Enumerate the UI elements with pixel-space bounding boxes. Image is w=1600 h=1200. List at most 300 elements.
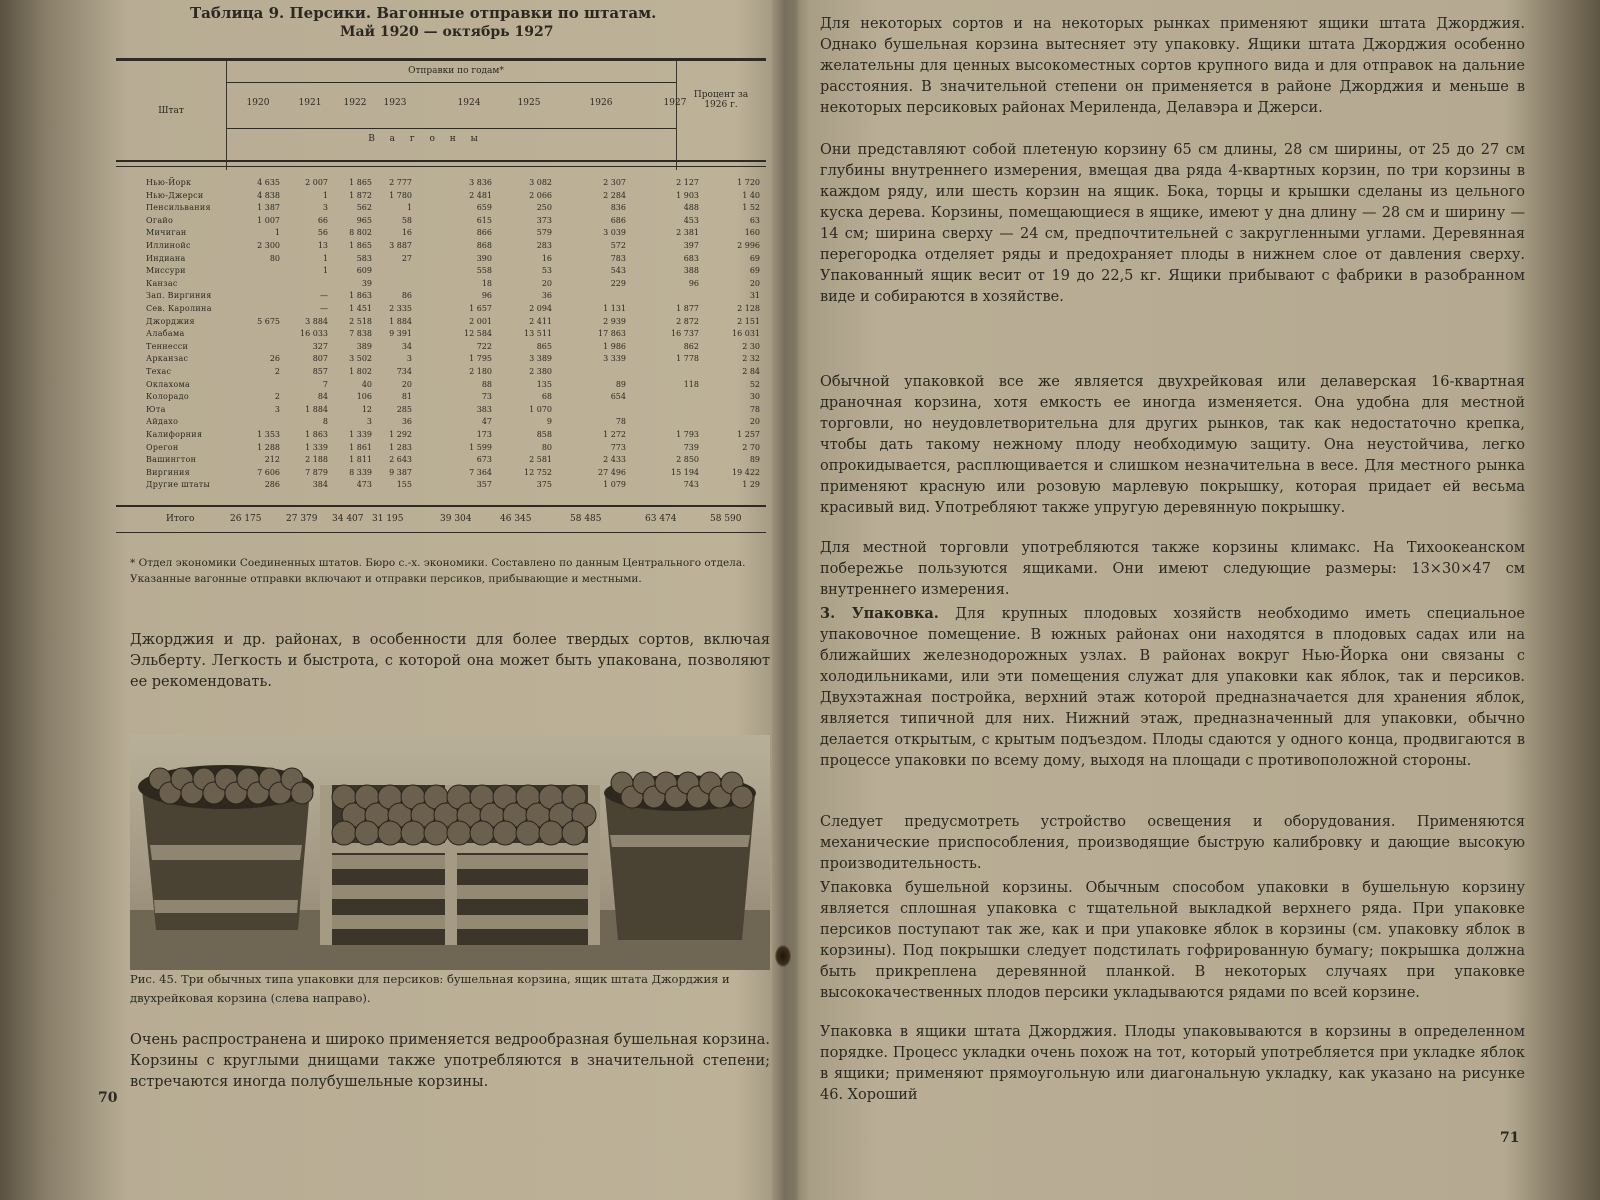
table-cell: 1 903 (676, 190, 699, 200)
table-cell: 80 (269, 253, 280, 263)
table-cell: 3 887 (389, 241, 412, 250)
section-text: Для крупных плодовых хозяйств необходимо иметь специальное упаковочное помещение. В южных районах они находятся в плодовых садах или на ближайших железнодорожных узлах. В районах вокруг Нью-Йорка они связаны с холодильниками, или эти помещения служат для упаковки как яблок, так и персиков. Двухэтажная постройка, верхний этаж которой предназначается для хранения яблок, является типичной для них. Нижний этаж, предназначенный для упаковки, обычно делается открытым, с крытым подъездом. Плоды сдаются у одного конца, продвигаются в процессе упаковки по всему дому, выходя на площади с противоположной стороны. (820, 606, 1525, 769)
table-cell: 26 (269, 354, 280, 364)
table-cell: 3 (366, 417, 372, 427)
table-period: Май 1920 — октябрь 1927 (340, 24, 554, 40)
table-cell: 12 584 (464, 329, 492, 339)
table-cell: 1 272 (603, 430, 626, 439)
table-cell: 327 (312, 341, 328, 351)
totals-cell: 58 485 (570, 514, 602, 524)
table-cell: 36 (541, 291, 552, 301)
table-cell: 12 (361, 404, 372, 414)
row-state: Нью-Джерси (146, 190, 204, 200)
table-cell: 862 (683, 341, 699, 351)
totals-cell: 34 407 (332, 514, 364, 524)
table-title: Таблица 9. Персики. Вагонные отправки по штатам. (190, 4, 657, 22)
peach (424, 821, 448, 845)
totals-cell: 27 379 (286, 514, 318, 524)
table-cell: 135 (536, 379, 552, 389)
table-cell: 397 (683, 241, 699, 250)
row-state: Оклахома (146, 379, 191, 389)
table-cell: 562 (356, 203, 372, 213)
table-cell: 12 752 (524, 467, 552, 477)
table-cell: 2 001 (469, 316, 492, 326)
table-cell: 473 (356, 480, 372, 490)
row-state: Зап. Виргиния (146, 291, 212, 301)
totals-label: Итого (166, 514, 195, 524)
table-cell: 2 481 (469, 190, 492, 200)
header-year: 1924 (457, 98, 481, 108)
table-cell: 2 007 (305, 178, 328, 187)
table-cell: 106 (356, 392, 372, 402)
table-cell: 1 (322, 190, 328, 200)
peach (355, 821, 379, 845)
table-cell: 160 (744, 228, 760, 238)
table-row (116, 468, 766, 478)
table-cell: 78 (615, 417, 626, 427)
burn-mark (775, 945, 791, 967)
table-cell: 17 863 (598, 329, 626, 339)
table-cell: 285 (396, 404, 412, 414)
table-cell: 13 (317, 241, 328, 250)
table-cell: 2 335 (389, 304, 412, 313)
table-cell: 96 (688, 278, 699, 288)
table-cell: 3 884 (305, 316, 328, 326)
table-cell: 69 (749, 266, 760, 276)
table-cell: 2 (274, 392, 280, 402)
table-cell: 16 031 (732, 329, 760, 339)
table-row (116, 443, 766, 453)
table-row (116, 254, 766, 264)
table-cell: 2 380 (529, 367, 552, 376)
table-cell: 488 (683, 203, 699, 213)
table-cell: 1 131 (603, 304, 626, 313)
table-cell: 3 502 (349, 354, 372, 364)
table-cell: 1 599 (469, 442, 492, 452)
table-cell: 1 52 (742, 203, 760, 213)
table-cell: 89 (749, 455, 760, 465)
table-cell: 2 70 (742, 442, 760, 452)
table-cell: 389 (356, 341, 372, 351)
table-cell: 47 (481, 417, 492, 427)
table-cell: 3 339 (603, 354, 626, 364)
table-cell: 1 (322, 266, 328, 276)
table-body (116, 170, 766, 500)
table-cell: 80 (541, 442, 552, 452)
right-paragraph-1: Для некоторых сортов и на некоторых рынках применяют ящики штата Джорджия. Однако бушельная корзина вытесняет эту упаковку. Ящики штата Джорджия особенно желательны для ценных высокоместных сортов крупного вида и для отправок на дальние расстояния. В значительной степени он применяется в районе Джорджия и меньше в некоторых персиковых районах Мериленда, Делавэра и Джерси. (820, 16, 1525, 116)
table-cell: 1 863 (349, 291, 372, 301)
table-cell: 69 (749, 253, 760, 263)
table-cell: 68 (541, 392, 552, 402)
table-cell: 453 (683, 215, 699, 225)
header-percent: Процент за 1926 г. (693, 90, 749, 110)
table-cell: 2 307 (603, 178, 626, 187)
table-cell: 81 (401, 392, 412, 402)
table-cell: 34 (401, 341, 412, 351)
table-cell: 8 802 (349, 228, 372, 238)
table-cell: 807 (312, 354, 328, 364)
totals-cell: 39 304 (440, 514, 472, 524)
row-state: Алабама (146, 329, 185, 339)
right-paragraph-5 (820, 603, 1525, 772)
table-cell: 1 451 (349, 304, 372, 313)
right-page (800, 0, 1535, 1200)
table-cell: 1 288 (257, 442, 280, 452)
table-cell: 673 (476, 455, 492, 465)
table-cell: 3 389 (529, 354, 552, 364)
row-state: Канзас (146, 278, 178, 288)
table-cell: 1 793 (676, 430, 699, 439)
header-shipments: Отправки по годам* (408, 66, 504, 76)
peach (516, 821, 540, 845)
table-row (116, 342, 766, 352)
table-cell: 16 (541, 253, 552, 263)
table-cell: 1 29 (742, 480, 760, 490)
table-cell: 615 (476, 215, 492, 225)
row-state: Колорадо (146, 392, 189, 402)
table-row (116, 354, 766, 364)
table-cell: 2 151 (737, 316, 760, 326)
table-row (116, 178, 766, 188)
table-cell: — (320, 304, 328, 313)
table-cell: 3 082 (529, 178, 552, 187)
table-cell: 286 (264, 480, 280, 490)
totals-cell: 31 195 (372, 514, 404, 524)
header-year: 1925 (517, 98, 541, 108)
table-cell: 375 (536, 480, 552, 490)
peach (332, 821, 356, 845)
table-cell: 865 (536, 341, 552, 351)
table-row (116, 228, 766, 238)
table-header (116, 48, 766, 170)
peach (470, 821, 494, 845)
table-row (116, 191, 766, 201)
table-cell: 20 (541, 278, 552, 288)
totals-cell: 26 175 (230, 514, 262, 524)
table-cell: 373 (536, 215, 552, 225)
table-cell: 173 (476, 430, 492, 439)
table-cell: 388 (683, 266, 699, 276)
table-cell: 1 884 (389, 316, 412, 326)
row-state: Юта (146, 404, 166, 414)
table-cell: 1 339 (349, 430, 372, 439)
table-cell: 866 (476, 228, 492, 238)
table-cell: 1 339 (305, 442, 328, 452)
table-cell: 16 (401, 228, 412, 238)
row-state: Огайо (146, 215, 174, 225)
table-cell: 722 (476, 341, 492, 351)
table-cell: 7 606 (257, 467, 280, 477)
peach (291, 782, 313, 804)
table-cell: 63 (749, 215, 760, 225)
table-cell: 2 094 (529, 304, 552, 313)
totals-cell: 63 474 (645, 514, 677, 524)
table-row (116, 329, 766, 339)
table-cell: 88 (481, 379, 492, 389)
table-cell: 7 838 (349, 329, 372, 339)
table-cell: 1 795 (469, 354, 492, 364)
table-row (116, 266, 766, 276)
table-cell: 683 (683, 253, 699, 263)
header-year: 1923 (383, 98, 407, 108)
table-cell: 1 (322, 253, 328, 263)
table-cell: 965 (356, 215, 372, 225)
totals-cell: 58 590 (710, 514, 742, 524)
row-state: Калифорния (146, 430, 203, 439)
peach (562, 821, 586, 845)
table-cell: 27 496 (598, 467, 626, 477)
table-cell: 857 (312, 367, 328, 376)
table-cell: 2 (274, 367, 280, 376)
table-cell: 583 (356, 253, 372, 263)
table-cell: 1 811 (349, 455, 372, 465)
table-cell: 84 (317, 392, 328, 402)
table-cell: 9 (546, 417, 552, 427)
row-state: Иллинойс (146, 241, 191, 250)
table-cell: 1 877 (676, 304, 699, 313)
table-cell: 1 387 (257, 203, 280, 213)
section-heading: 3. Упаковка. (820, 605, 939, 622)
table-cell: 743 (683, 480, 699, 490)
row-state: Техас (146, 367, 172, 376)
header-year: 1922 (343, 98, 367, 108)
row-state: Джорджия (146, 316, 195, 326)
table-cell: 3 039 (603, 228, 626, 238)
row-state: Другие штаты (146, 480, 211, 490)
table-cell: 734 (396, 367, 412, 376)
table-cell: 8 339 (349, 467, 372, 477)
left-page-number: 70 (98, 1090, 118, 1106)
right-paragraph-8: Упаковка в ящики штата Джорджия. Плоды упаковываются в корзины в определенном порядке. Процесс укладки очень похож на тот, который употребляется при укладке яблок в ящики; применяют прямоугольную или диагональную укладку, как указано на рисунке 46. Хороший (820, 1024, 1525, 1103)
table-cell: 2 850 (676, 455, 699, 465)
table-cell: 390 (476, 253, 492, 263)
table-cell: 2 939 (603, 316, 626, 326)
header-wagons: В а г о н ы (368, 134, 484, 144)
header-year: 1926 (589, 98, 613, 108)
header-year: 1927 (663, 98, 687, 108)
table-cell: 739 (683, 442, 699, 452)
table-cell: 2 518 (349, 316, 372, 326)
table-cell: 229 (610, 278, 626, 288)
table-cell: 659 (476, 203, 492, 213)
table-cell: 58 (401, 215, 412, 225)
table-cell: 609 (356, 266, 372, 276)
table-cell: 2 127 (676, 178, 699, 187)
table-row (116, 317, 766, 327)
table-cell: 2 128 (737, 304, 760, 313)
table-cell: 2 581 (529, 455, 552, 465)
table-cell: 1 778 (676, 354, 699, 364)
table-cell: 2 188 (305, 455, 328, 465)
totals-cell: 46 345 (500, 514, 532, 524)
table-cell: 118 (683, 379, 699, 389)
table-cell: 40 (361, 379, 372, 389)
table-cell: 4 635 (257, 178, 280, 187)
table-row (116, 405, 766, 415)
table-cell: 1 802 (349, 367, 372, 376)
table-cell: 1 257 (737, 430, 760, 439)
table-cell: 56 (317, 228, 328, 238)
table-row (116, 380, 766, 390)
table-cell: 73 (481, 392, 492, 402)
table-cell: 18 (481, 278, 492, 288)
table-cell: 250 (536, 203, 552, 213)
table-row (116, 241, 766, 251)
row-state: Сев. Каролина (146, 304, 212, 313)
table-cell: 868 (476, 241, 492, 250)
table-cell: 8 (322, 417, 328, 427)
table-cell: 16 737 (671, 329, 699, 339)
table-cell: 78 (749, 404, 760, 414)
peach (401, 821, 425, 845)
table-cell: 686 (610, 215, 626, 225)
table-cell: 16 033 (300, 329, 328, 339)
table-cell: 1 780 (389, 190, 412, 200)
table-cell: 20 (749, 278, 760, 288)
table-cell: 773 (610, 442, 626, 452)
table-cell: 27 (401, 253, 412, 263)
table-cell: 2 84 (742, 367, 760, 376)
table-totals-row (116, 512, 766, 530)
right-paragraph-2: Они представляют собой плетеную корзину 65 см длины, 28 см ширины, от 25 до 27 см глубины внутреннего измерения, вмещая два ряда 4-квартных корзин, по три корзины в каждом ряду, или шесть корзин на ящик. Бока, торцы и крышки сделаны из цельного куска дерева. Корзины, помещающиеся в ящике, имеют у дна длину — 28 см и ширину — 14 см; ширина сверху — 24 см, предпочтительней с закругленными углами. Деревянная перегородка отделяет ряды и предохраняет плоды в нижнем слое от давления сверху. Упакованный ящик весит от 19 до 22,5 кг. Ящики прибывают с фабрики в разобранном виде и собираются в хозяйстве. (820, 142, 1525, 305)
table-cell: 53 (541, 266, 552, 276)
table-cell: 1 292 (389, 430, 412, 439)
table-cell: 543 (610, 266, 626, 276)
table-cell: 558 (476, 266, 492, 276)
table-cell: 858 (536, 430, 552, 439)
table-row (116, 480, 766, 490)
table-cell: 2 643 (389, 455, 412, 465)
table-cell: 66 (317, 215, 328, 225)
right-paragraph-6: Следует предусмотреть устройство освещения и оборудования. Применяются механические приспособления, производящие быструю калибровку и дающие высокую производительность. (820, 814, 1525, 872)
table-cell: 1 283 (389, 442, 412, 452)
table-cell: 86 (401, 291, 412, 301)
table-row (116, 203, 766, 213)
table-footnote: * Отдел экономики Соединенных штатов. Бюро с.-х. экономики. Составлено по данным Центрального отдела. Указанные вагонные отправки включают и отправки персиков, прибывающие и местными. (130, 557, 746, 585)
table-cell: 384 (312, 480, 328, 490)
peach (447, 821, 471, 845)
table-cell: 36 (401, 417, 412, 427)
table-cell: 1 353 (257, 430, 280, 439)
table-cell: 52 (749, 379, 760, 389)
table-row (116, 279, 766, 289)
table-cell: 2 32 (742, 354, 760, 364)
table-cell: 1 40 (742, 190, 760, 200)
table-cell: 1 986 (603, 341, 626, 351)
table-cell: 2 411 (529, 316, 552, 326)
table-cell: 2 30 (742, 341, 760, 351)
table-cell: 7 364 (469, 467, 492, 477)
table-cell: 2 300 (257, 241, 280, 250)
table-cell: 3 (406, 354, 412, 364)
table-cell: 579 (536, 228, 552, 238)
left-paragraph-2: Очень распространена и широко применяется ведрообразная бушельная корзина. Корзины с круглыми днищами также употребляются в значительной степени; встречаются иногда полубушельные корзины. (130, 1032, 770, 1090)
table-cell: 39 (361, 278, 372, 288)
peach (731, 786, 753, 808)
totals-rule (116, 505, 766, 507)
table-cell: 20 (749, 417, 760, 427)
row-state: Вашингтон (146, 455, 197, 465)
table-cell: 7 (322, 379, 328, 389)
table-cell: 1 007 (257, 215, 280, 225)
table-row (116, 304, 766, 314)
right-paragraph-3: Обычной упаковкой все же является двухрейковая или делаверская 16-квартная драночная корзина, хотя емкость ее иногда изменяется. Она удобна для местной торговли, но неудовлетворительна для других рынков, так как недостаточно крепка, чтобы дать такому нежному плоду необходимую защиту. Она неустойчива, легко опрокидывается, расплющивается и слишком незначительна в весе. Для местного рынка применяют красную или розовую марлевую покрышку, которая придает ей весьма красивый вид. Употребляют также упругую деревянную покрышку. (820, 374, 1525, 516)
table-cell: 1 070 (529, 404, 552, 414)
row-state: Индиана (146, 253, 186, 263)
table-cell: 836 (610, 203, 626, 213)
peach (539, 821, 563, 845)
table-cell: 1 720 (737, 178, 760, 187)
table-cell: 1 884 (305, 404, 328, 414)
left-paragraph-1: Джорджия и др. районах, в особенности для более твердых сортов, включая Эльберту. Легкость и быстрота, с которой она может быть упакована, позволяют ее рекомендовать. (130, 632, 770, 690)
table-cell: 1 865 (349, 241, 372, 250)
table-row (116, 417, 766, 427)
table-row (116, 216, 766, 226)
header-state: Штат (158, 106, 184, 116)
right-paragraph-4: Для местной торговли употребляются также корзины климакс. На Тихоокеанском побережье пользуются ящиками. Они имеют следующие размеры: 13×30×47 см внутреннего измерения. (820, 540, 1525, 598)
right-paragraph-7: Упаковка бушельной корзины. Обычным способом упаковки в бушельную корзину является сплошная упаковка с тщательной выкладкой верхнего ряда. При упаковке персиков поступают так же, как и при упаковке яблок в корзины (см. упаковку яблок в корзины). Под покрышки следует подстилать гофрированную бумагу; покрышка должна быть прикреплена деревянной планкой. В некоторых случаях при упаковке высококачественных плодов персики укладываются рядами по всей корзине. (820, 880, 1525, 1001)
table-cell: 2 777 (389, 178, 412, 187)
table-cell: 212 (264, 455, 280, 465)
table-cell: 2 872 (676, 316, 699, 326)
table-cell: 1 863 (305, 430, 328, 439)
table-cell: 20 (401, 379, 412, 389)
table-cell: 3 (322, 203, 328, 213)
row-state: Мичиган (146, 228, 187, 238)
table-cell: 3 836 (469, 178, 492, 187)
table-cell: 1 865 (349, 178, 372, 187)
table-cell: 13 511 (524, 329, 552, 339)
table-cell: 2 996 (737, 241, 760, 250)
table-cell: 9 391 (389, 329, 412, 339)
table-cell: 30 (749, 392, 760, 402)
left-page (40, 0, 780, 1200)
table-top-rule (116, 58, 766, 61)
row-state: Орегон (146, 442, 179, 452)
row-state: Теннесси (146, 341, 189, 351)
header-year: 1920 (246, 98, 270, 108)
table-cell: 283 (536, 241, 552, 250)
table-cell: 19 422 (732, 467, 760, 477)
table-cell: 4 838 (257, 190, 280, 200)
table-cell: 31 (749, 291, 760, 301)
table-cell: 96 (481, 291, 492, 301)
row-state: Нью-Йорк (146, 178, 192, 187)
table-cell: 9 387 (389, 467, 412, 477)
table-cell: 1 657 (469, 304, 492, 313)
table-cell: 2 066 (529, 190, 552, 200)
table-cell: 572 (610, 241, 626, 250)
table-cell: 2 180 (469, 367, 492, 376)
table-cell: 2 433 (603, 455, 626, 465)
table-cell: 15 194 (671, 467, 699, 477)
row-state: Пенсильвания (146, 203, 211, 213)
table-row (116, 367, 766, 377)
table-cell: 7 879 (305, 467, 328, 477)
header-year: 1921 (298, 98, 322, 108)
right-page-number: 71 (1500, 1130, 1520, 1146)
table-cell: 1 861 (349, 442, 372, 452)
table-cell: 5 675 (257, 316, 280, 326)
table-cell: 1 872 (349, 190, 372, 200)
row-state: Виргиния (146, 467, 190, 477)
table-cell: 2 381 (676, 228, 699, 238)
peach (378, 821, 402, 845)
table-cell: 2 284 (603, 190, 626, 200)
table-cell: 1 (406, 203, 412, 213)
peach-packages-illustration (130, 735, 770, 970)
table-cell: 155 (396, 480, 412, 490)
